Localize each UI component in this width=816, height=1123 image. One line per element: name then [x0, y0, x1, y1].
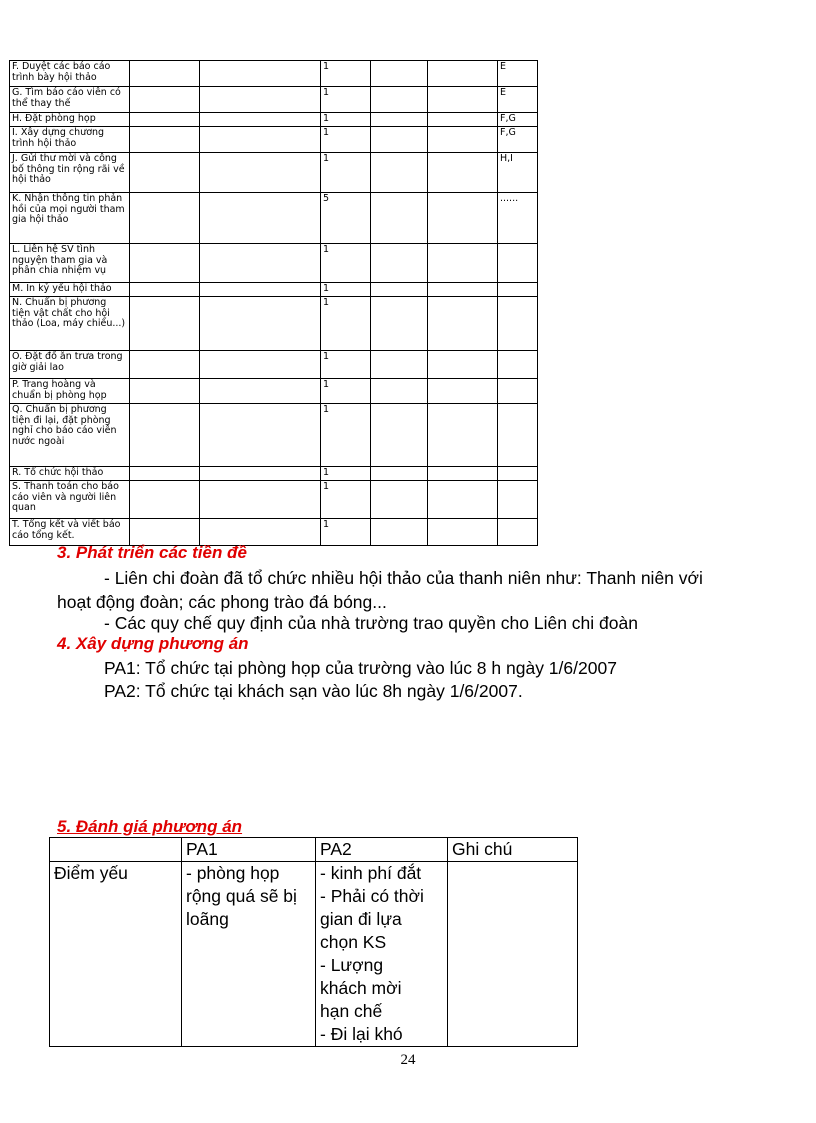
task-name-cell: H. Đặt phòng họp — [10, 113, 130, 127]
pa2-weakness-line: gian đi lựa — [320, 909, 402, 929]
empty-cell — [130, 127, 200, 153]
predecessor-cell — [498, 481, 538, 519]
predecessor-cell — [498, 379, 538, 404]
task-row — [10, 127, 538, 153]
task-name-cell: N. Chuẩn bị phương tiện vật chất cho hội thảo (Loa, máy chiếu...) — [10, 297, 130, 351]
task-row — [10, 87, 538, 113]
duration-cell: 1 — [321, 283, 371, 297]
predecessor-cell — [498, 351, 538, 379]
empty-cell — [371, 61, 428, 87]
pa2-weakness-line: - Phải có thời — [320, 886, 424, 906]
predecessor-cell: ...... — [498, 193, 538, 244]
section-4-heading: 4. Xây dựng phương án — [57, 634, 249, 653]
task-row — [10, 153, 538, 193]
empty-cell — [371, 283, 428, 297]
empty-cell — [428, 467, 498, 481]
header-cell-note: Ghi chú — [448, 838, 578, 862]
empty-cell — [428, 61, 498, 87]
empty-cell — [200, 351, 321, 379]
empty-cell — [428, 153, 498, 193]
pa1-weakness-line: loãng — [186, 909, 229, 929]
note-cell — [448, 862, 578, 1047]
header-cell-pa2: PA2 — [316, 838, 448, 862]
empty-cell — [428, 404, 498, 467]
predecessor-cell: F,G — [498, 113, 538, 127]
task-name-cell: I. Xây dựng chương trình hội thảo — [10, 127, 130, 153]
evaluation-header-row — [50, 838, 578, 862]
predecessor-cell: E — [498, 61, 538, 87]
page-number: 24 — [400, 1052, 416, 1068]
task-row — [10, 404, 538, 467]
empty-cell — [130, 519, 200, 546]
empty-cell — [200, 404, 321, 467]
empty-cell — [428, 244, 498, 283]
duration-cell: 5 — [321, 193, 371, 244]
empty-cell — [428, 297, 498, 351]
duration-cell: 1 — [321, 244, 371, 283]
pa2-description: PA2: Tổ chức tại khách sạn vào lúc 8h ngày 1/6/2007. — [104, 681, 523, 701]
empty-cell — [200, 379, 321, 404]
duration-cell: 1 — [321, 379, 371, 404]
empty-cell — [130, 87, 200, 113]
duration-cell: 1 — [321, 481, 371, 519]
evaluation-table — [49, 837, 578, 1047]
empty-cell — [371, 153, 428, 193]
duration-cell: 1 — [321, 351, 371, 379]
empty-cell — [130, 379, 200, 404]
task-row — [10, 481, 538, 519]
task-name-cell: Q. Chuẩn bị phương tiện đi lại, đặt phòng nghỉ cho báo cáo viên nước ngoài — [10, 404, 130, 467]
empty-cell — [371, 127, 428, 153]
pa2-weakness-line: khách mời — [320, 978, 402, 998]
task-row — [10, 379, 538, 404]
section-3-line-1: - Liên chi đoàn đã tổ chức nhiều hội thảo của thanh niên như: Thanh niên với — [104, 568, 703, 588]
empty-cell — [130, 404, 200, 467]
task-name-cell: O. Đặt đồ ăn trưa trong giờ giải lao — [10, 351, 130, 379]
duration-cell: 1 — [321, 153, 371, 193]
empty-cell — [428, 379, 498, 404]
task-name-cell: J. Gửi thư mời và công bố thông tin rộng rãi về hội thảo — [10, 153, 130, 193]
empty-cell — [428, 113, 498, 127]
empty-cell — [428, 127, 498, 153]
empty-cell — [200, 113, 321, 127]
task-name-cell: K. Nhận thông tin phản hồi của mọi người tham gia hội thảo — [10, 193, 130, 244]
pa1-weakness-line: rộng quá sẽ bị — [186, 886, 297, 906]
weakness-label: Điểm yếu — [50, 862, 182, 1047]
task-row — [10, 244, 538, 283]
task-row — [10, 113, 538, 127]
duration-cell: 1 — [321, 519, 371, 546]
predecessor-cell — [498, 244, 538, 283]
pa2-weakness-line: - Lượng — [320, 955, 384, 975]
empty-cell — [200, 244, 321, 283]
predecessor-cell: H,I — [498, 153, 538, 193]
empty-cell — [200, 481, 321, 519]
empty-cell — [371, 467, 428, 481]
empty-cell — [428, 519, 498, 546]
empty-cell — [428, 481, 498, 519]
task-name-cell: L. Liên hệ SV tình nguyện tham gia và phân chia nhiệm vụ — [10, 244, 130, 283]
task-name-cell: S. Thanh toán cho báo cáo viên và người liên quan — [10, 481, 130, 519]
task-row — [10, 351, 538, 379]
empty-cell — [130, 193, 200, 244]
empty-cell — [200, 193, 321, 244]
section-5-heading: 5. Đánh giá phương án — [57, 817, 243, 836]
duration-cell: 1 — [321, 127, 371, 153]
section-3-line-3: - Các quy chế quy định của nhà trường trao quyền cho Liên chi đoàn — [104, 613, 638, 633]
empty-cell — [130, 481, 200, 519]
empty-cell — [130, 467, 200, 481]
duration-cell: 1 — [321, 61, 371, 87]
predecessor-cell — [498, 467, 538, 481]
empty-cell — [130, 351, 200, 379]
duration-cell: 1 — [321, 113, 371, 127]
header-cell-empty — [50, 838, 182, 862]
empty-cell — [200, 87, 321, 113]
empty-cell — [428, 193, 498, 244]
task-row — [10, 467, 538, 481]
task-table-body — [10, 61, 538, 546]
task-row — [10, 283, 538, 297]
predecessor-cell — [498, 297, 538, 351]
empty-cell — [371, 87, 428, 113]
empty-cell — [130, 61, 200, 87]
empty-cell — [200, 297, 321, 351]
empty-cell — [130, 283, 200, 297]
empty-cell — [200, 519, 321, 546]
section-3-heading: 3. Phát triển các tiền đề — [57, 543, 247, 562]
task-row — [10, 297, 538, 351]
task-row — [10, 519, 538, 546]
empty-cell — [371, 404, 428, 467]
empty-cell — [200, 61, 321, 87]
duration-cell: 1 — [321, 87, 371, 113]
task-table — [9, 60, 538, 546]
task-name-cell: M. In kỷ yếu hội thảo — [10, 283, 130, 297]
empty-cell — [200, 283, 321, 297]
pa2-weakness-line: hạn chế — [320, 1001, 383, 1021]
header-cell-pa1: PA1 — [182, 838, 316, 862]
empty-cell — [371, 244, 428, 283]
empty-cell — [200, 153, 321, 193]
empty-cell — [371, 193, 428, 244]
task-row — [10, 193, 538, 244]
task-name-cell: T. Tổng kết và viết báo cáo tổng kết. — [10, 519, 130, 546]
empty-cell — [371, 379, 428, 404]
section-3-line-2: hoạt động đoàn; các phong trào đá bóng... — [57, 592, 387, 612]
pa2-weakness-line: - kinh phí đắt — [320, 863, 422, 883]
duration-cell: 1 — [321, 404, 371, 467]
empty-cell — [371, 481, 428, 519]
pa1-weakness-line: - phòng họp — [186, 863, 280, 883]
task-name-cell: G. Tìm báo cáo viên có thể thay thế — [10, 87, 130, 113]
empty-cell — [130, 153, 200, 193]
predecessor-cell: F,G — [498, 127, 538, 153]
task-name-cell: P. Trang hoàng và chuẩn bị phòng họp — [10, 379, 130, 404]
empty-cell — [428, 283, 498, 297]
empty-cell — [130, 297, 200, 351]
empty-cell — [130, 244, 200, 283]
pa2-weakness-line: - Đi lại khó — [320, 1024, 403, 1044]
weakness-row — [50, 862, 578, 1047]
duration-cell: 1 — [321, 297, 371, 351]
task-name-cell: R. Tổ chức hội thảo — [10, 467, 130, 481]
predecessor-cell: E — [498, 87, 538, 113]
duration-cell: 1 — [321, 467, 371, 481]
empty-cell — [130, 113, 200, 127]
empty-cell — [371, 519, 428, 546]
task-row — [10, 61, 538, 87]
empty-cell — [371, 113, 428, 127]
predecessor-cell — [498, 404, 538, 467]
pa1-weakness-cell — [182, 862, 316, 1047]
empty-cell — [371, 351, 428, 379]
empty-cell — [200, 467, 321, 481]
task-name-cell: F. Duyệt các báo cáo trình bày hội thảo — [10, 61, 130, 87]
empty-cell — [200, 127, 321, 153]
pa2-weakness-cell — [316, 862, 448, 1047]
empty-cell — [428, 87, 498, 113]
predecessor-cell — [498, 519, 538, 546]
empty-cell — [371, 297, 428, 351]
pa1-description: PA1: Tổ chức tại phòng họp của trường vào lúc 8 h ngày 1/6/2007 — [104, 658, 617, 678]
predecessor-cell — [498, 283, 538, 297]
pa2-weakness-line: chọn KS — [320, 932, 387, 952]
empty-cell — [428, 351, 498, 379]
